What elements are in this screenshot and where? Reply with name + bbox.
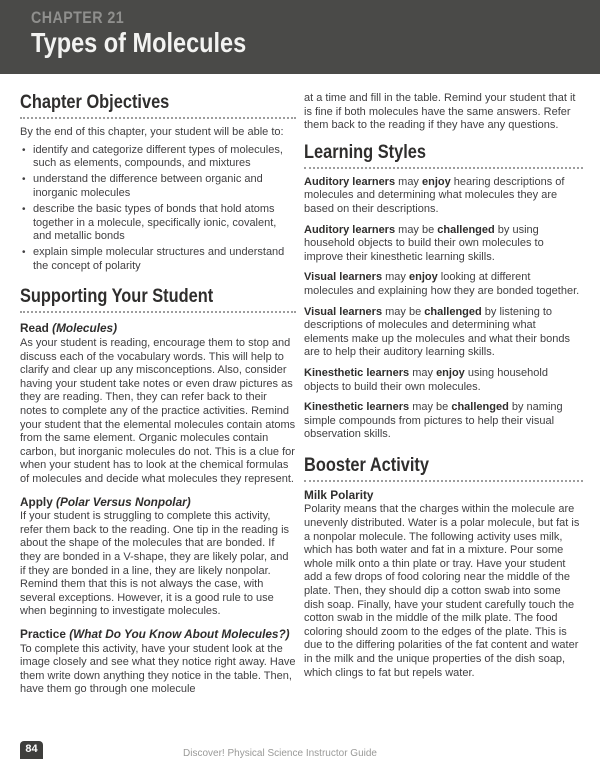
practice-label: Practice <box>20 626 66 641</box>
learner-type: Kinesthetic learners <box>304 366 410 379</box>
right-column <box>304 92 583 680</box>
learning-style-item <box>304 271 583 298</box>
supporting-your-student-heading <box>20 286 296 313</box>
learner-type: Auditory learners <box>304 175 396 188</box>
objectives-intro: By the end of this chapter, your student will be able to: <box>20 126 284 138</box>
ls-verb: enjoy <box>408 271 438 284</box>
chapter-kicker-text: CHAPTER 21 <box>31 8 125 27</box>
learning-style-item <box>304 367 583 394</box>
read-subheading <box>20 322 296 336</box>
apply-body: If your student is struggling to complete this activity, refer them back to the reading. One tip in the reading is about the shape of the molecules that are bonded. If they are bonded in a V-shape, they are likely polar, and if they are bonded in a line, they are likely nonpolar. Remind them that this is not always the case, with several exceptions. However, it is a good rule to use when beginning to investigate molecules. <box>20 510 290 618</box>
ls-connector: may be <box>395 223 438 236</box>
booster-activity-heading-text: Booster Activity <box>304 453 430 476</box>
objective-item: • describe the basic types of bonds that hold atoms together in a molecule, specifically ionic, covalent, and metallic bonds <box>20 203 296 244</box>
learner-type: Visual learners <box>304 305 383 318</box>
ls-description: using household objects to build their own molecules. <box>304 366 548 393</box>
learning-styles-heading <box>304 142 583 169</box>
chapter-title <box>31 27 287 59</box>
milk-polarity-body: Polarity means that the charges within the molecule are unevenly distributed. Water is a polar molecule, but fat is a nonpolar molecule. The following activity uses milk, which has both water and fat in a mixture. Pour some whole milk onto a thin plate or tray. Have your student add a few drops of food coloring near the middle of the plate. Then, they should dip a cotton swab into some dish soap. Finally, have your student carefully touch the cotton swab in the middle of the milk plate. The food coloring should zoom to the edges of the plate. This is due to the differing polarities of the fat content and water in the milk and the unique properties of the dish soap, which clings to fat but repels water. <box>304 503 580 679</box>
ls-verb: challenged <box>437 223 495 236</box>
chapter-kicker <box>31 8 142 28</box>
learner-type: Auditory learners <box>304 223 396 236</box>
learning-styles-heading-text: Learning Styles <box>304 140 426 163</box>
ls-connector: may be <box>409 401 452 414</box>
chapter-title-text: Types of Molecules <box>31 27 247 58</box>
ls-description: looking at different molecules and explaining how they are bonded together. <box>304 271 580 297</box>
milk-polarity-subheading: Milk Polarity <box>304 487 374 502</box>
objective-item: • identify and categorize different types of molecules, such as elements, compounds, and mixtures <box>20 144 296 171</box>
objective-item: • understand the difference between organic and inorganic molecules <box>20 173 296 200</box>
ls-description: hearing descriptions of molecules and determining what molecules they are based on their descriptions. <box>304 175 565 215</box>
learning-style-item <box>304 176 583 217</box>
left-column <box>20 92 296 697</box>
objective-item: • explain simple molecular structures and understand the concept of polarity <box>20 246 296 273</box>
objectives-list <box>20 144 296 274</box>
ls-description: by naming simple compounds from pictures to help their visual observation skills. <box>304 401 563 441</box>
supporting-your-student-heading-text: Supporting Your Student <box>20 285 214 308</box>
read-paren: (Molecules) <box>48 321 118 336</box>
ls-description: by listening to descriptions of molecules and determining what elements make up the molecules and what their bonds are to help their auditory learning skills. <box>304 305 570 359</box>
ls-connector: may <box>382 271 409 284</box>
ls-verb: enjoy <box>422 175 451 188</box>
practice-paren: (What Do You Know About Molecules?) <box>65 626 290 641</box>
learner-type: Visual learners <box>304 271 383 284</box>
ls-verb: challenged <box>451 401 509 414</box>
ls-description: by using household objects to build their own molecules to improve their kinesthetic learning skills. <box>304 223 544 263</box>
chapter-objectives-heading-text: Chapter Objectives <box>20 91 170 113</box>
apply-subheading <box>20 496 296 510</box>
chapter-objectives-heading <box>20 92 296 119</box>
learning-style-item <box>304 401 583 442</box>
chapter-banner <box>0 0 600 74</box>
ls-connector: may be <box>382 305 425 318</box>
read-label: Read <box>20 321 49 336</box>
ls-connector: may <box>409 366 437 379</box>
practice-body: To complete this activity, have your student look at the image closely and see what they notice right away. Have them write down anything they notice in the table. Then, have them go through one molecule <box>20 642 296 696</box>
learning-style-item <box>304 306 583 360</box>
booster-activity-heading <box>304 455 583 482</box>
learning-style-item <box>304 224 583 265</box>
ls-connector: may <box>395 175 422 188</box>
apply-paren: (Polar Versus Nonpolar) <box>52 494 191 509</box>
learner-type: Kinesthetic learners <box>304 401 410 414</box>
page-number-badge: 84 <box>20 741 43 759</box>
ls-verb: enjoy <box>436 366 465 379</box>
ls-verb: challenged <box>424 305 482 318</box>
footer-book-title: Discover! Physical Science Instructor Guide <box>183 748 377 759</box>
practice-body-continuation: at a time and fill in the table. Remind your student that it is fine if both molecules have the same answers. Refer them back to the reading if they have any questions. <box>304 92 576 132</box>
apply-label: Apply <box>20 494 53 509</box>
practice-subheading <box>20 628 296 642</box>
read-body: As your student is reading, encourage them to stop and discuss each of the vocabulary words. This will help to clarify and clear up any misconceptions. Also, consider having your student take notes or even draw pictures as they are reading. Then, they can refer back to their notes to complete any of the practice activities. Remind your student that the elemental molecules contain atoms from the same element. Organic molecules contain carbon, but inorganic molecules do not. This is a clue for when your student has to look at the chemical formulas of molecules and decide what molecules they represent. <box>20 337 296 485</box>
